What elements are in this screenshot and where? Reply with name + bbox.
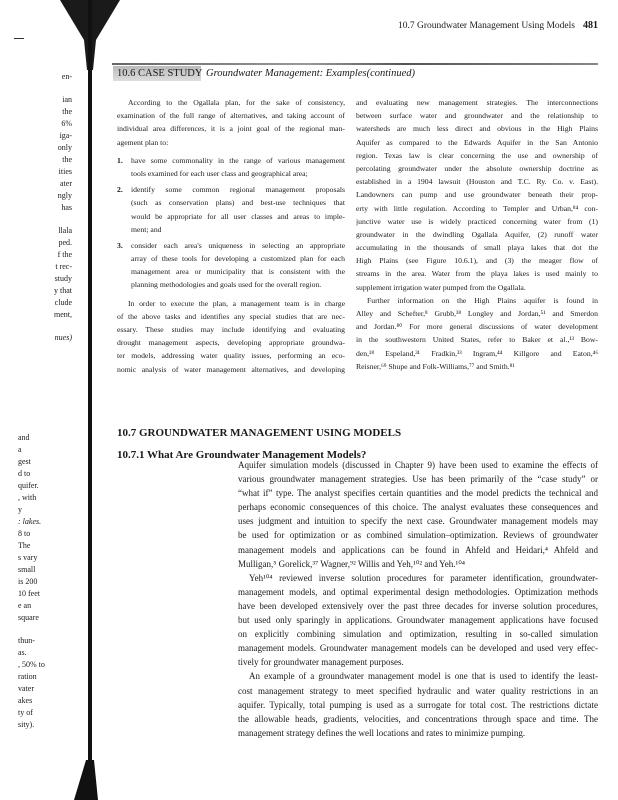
text-line: Aquifer as compared to the Edwards Aquifer in the San Antonio xyxy=(356,137,598,147)
text-line: In order to execute the plan, a management team is in charge xyxy=(128,298,345,308)
facing-page-fragment: y xyxy=(18,505,22,514)
facing-page-fragment: llala xyxy=(58,226,72,235)
list-item xyxy=(117,239,345,292)
text-line: watersheds are much less direct and obvious in the High Plains xyxy=(356,124,598,134)
text-line: Yeh¹⁰⁴ reviewed inverse solution procedures for parameter identification, groundwater- xyxy=(249,572,598,583)
intro-paragraph xyxy=(117,96,345,149)
text-line: be used for optimization or as combined simulation–optimization. Reviews of groundwater xyxy=(238,530,598,541)
text-line: aquifer. Typically, total pumping is used as a surrogate for total cost. The restrictions dictate xyxy=(238,699,598,710)
text-line: (such as conservation plans) and best-use techniques that xyxy=(131,198,345,208)
text-line: Further information on the High Plains aquifer is found in xyxy=(367,295,598,305)
facing-page-fragment: ater xyxy=(60,179,72,188)
facing-page-fragment: the xyxy=(62,107,72,116)
section-heading: 10.7 GROUNDWATER MANAGEMENT USING MODELS xyxy=(117,427,402,439)
main-text xyxy=(238,458,598,740)
facing-page-fragment: ities xyxy=(58,167,72,176)
facing-page-fragment: ped. xyxy=(58,238,72,247)
text-line: Reisner,⁶⁹ Shupe and Folk-Williams,⁷⁷ and Smith.⁸¹ xyxy=(356,361,515,371)
text-line: erty with little regulation. According to Templer and Urban,⁸⁴ con- xyxy=(356,203,598,213)
text-line: nomic analysis of water management alternatives, and developing xyxy=(117,364,345,374)
text-line: consider each area's uniqueness in selecting an appropriate xyxy=(131,240,345,250)
left-column xyxy=(117,96,345,376)
facing-page-fragment: The xyxy=(18,541,31,550)
text-line: individual area differences, it is a joint goal of the regional man- xyxy=(117,124,345,134)
facing-page-fragment: d to xyxy=(18,469,31,478)
text-line: cost management strategy to meet specified hydraulic and water quality restrictions in an xyxy=(238,685,598,696)
text-line: Alley and Schefter,⁸ Grubb,³⁸ Longley and Jordan,⁵¹ and Smerdon xyxy=(356,309,598,318)
running-header xyxy=(398,20,598,31)
text-line: Aquifer simulation models (discussed in Chapter 9) have been used to examine the effects of xyxy=(238,460,598,470)
text-line: ter models, addressing water quality issues, performing an eco- xyxy=(117,351,345,361)
facing-page-fragment: study xyxy=(54,274,72,283)
facing-page-fragment: nues) xyxy=(54,333,72,342)
facing-page-fragment: en- xyxy=(61,72,72,81)
facing-page-fragment: clude xyxy=(54,298,72,307)
facing-page-fragment: ration xyxy=(18,672,37,681)
text-line: den,¹⁸ Espeland,³¹ Fradkin,³³ Ingram,⁴⁴ Killgore and Eaton,⁴⁶ xyxy=(356,348,598,358)
facing-page-fragment: s vary xyxy=(18,553,38,562)
text-line: management area or municipality that is consistent with the xyxy=(131,267,345,277)
numbered-list xyxy=(117,154,345,292)
text-line: tively for groundwater management purposes. xyxy=(238,657,404,668)
list-number: 3. xyxy=(117,240,123,250)
text-line: various groundwater management strategies. Use has been primarily of the “case study” or xyxy=(238,474,598,485)
facing-page-fragment: ment, xyxy=(54,310,72,319)
team-paragraph xyxy=(117,297,345,376)
facing-page-fragment: , 50% to xyxy=(18,660,45,669)
text-line: junctive water use is widely practiced concerning water from (1) xyxy=(356,216,598,226)
text-line: groundwater in the dwindling Ogallala Aquifer, (2) runoff water xyxy=(356,229,598,239)
text-line: examination of the full range of alternatives, and taking account of xyxy=(117,111,345,121)
text-line: streams in the area. Water from the playa lakes is used mainly to xyxy=(356,269,598,279)
text-line: management models, and optimal experimental design methodologies. Optimization methods xyxy=(238,586,598,597)
text-line: percolating groundwater under the absolute ownership doctrine as xyxy=(356,163,598,173)
text-line: drought management aspects, developing appropriate groundwa- xyxy=(117,338,345,348)
facing-page-fragment: e an xyxy=(18,601,32,610)
text-line: essary. These studies may include identifying and evaluating xyxy=(117,325,345,334)
list-number: 1. xyxy=(117,155,123,165)
facing-page-fragment: 10 feet xyxy=(18,589,40,598)
facing-page-fragment: as. xyxy=(18,648,27,657)
book-binding-shadow xyxy=(0,0,130,800)
text-line: on explicitly combining simulation and optimization, resulting in so-called simulation xyxy=(238,629,598,640)
subsection-heading: 10.7.1 What Are Groundwater Management Models? xyxy=(117,449,367,461)
facing-page-fragment: square xyxy=(18,613,39,622)
facing-page-fragment: ngly xyxy=(57,191,72,200)
case-study-title: Groundwater Management: Examples(continued) xyxy=(206,68,415,79)
text-line: and Jordan.⁸⁰ For more general discussions of water development xyxy=(356,322,598,332)
text-line: in the southwestern United States, refer to Baker et al.,¹³ Bow- xyxy=(356,335,598,345)
text-line: the allowable heads, gradients, velocities, and concentrations through space and time. The xyxy=(238,713,598,724)
facing-page-fragment: y that xyxy=(54,286,72,295)
facing-page-fragment: only xyxy=(57,143,72,152)
text-line: accumulating in the thousands of small playa lakes that dot the xyxy=(356,243,598,253)
facing-page-fragment: t rec- xyxy=(55,262,72,271)
text-line: but used only sparingly in applications. Groundwater management applications have focused xyxy=(238,615,598,626)
text-line: identify some common regional management proposals xyxy=(131,185,345,195)
facing-page-fragment: the xyxy=(62,155,72,164)
list-item xyxy=(117,183,345,236)
text-line: “what if” type. The analyst specifies certain quantities and the model predicts the technical and xyxy=(238,488,598,499)
text-line: management strategy defines the well locations and rates to minimize pumping. xyxy=(238,727,526,738)
case-study-label: 10.6 CASE STUDY xyxy=(117,68,203,79)
facing-page-fragment: quifer. xyxy=(18,481,39,490)
text-line: supplement irrigation water pumped from the Ogallala. xyxy=(356,282,526,292)
right-column xyxy=(356,96,598,373)
text-line: Mulligan,⁵ Gorelick,³⁷ Wagner,⁹² Willis and Yeh,¹⁰² and Yeh.¹⁰⁴ xyxy=(238,558,465,569)
text-line: array of these tools for developing a customized plan for each xyxy=(131,254,345,264)
text-line: agement plan to: xyxy=(117,137,169,147)
facing-page-fragment: iga- xyxy=(59,131,72,140)
text-line: tools examined for each user class and geographical area; xyxy=(131,168,308,178)
facing-page-fragment: and xyxy=(18,433,30,442)
facing-page-fragment: ian xyxy=(62,95,72,104)
text-line: Landowners can pump and use groundwater beneath their prop- xyxy=(356,190,598,200)
facing-page-fragment: sity). xyxy=(18,720,35,729)
facing-page-fragment: 8 to xyxy=(18,529,31,538)
list-number: 2. xyxy=(117,185,123,195)
text-line: and evaluating new management strategies. The interconnections xyxy=(356,98,598,107)
text-line: have been developed extensively over the past three decades for inverse solution procedures, xyxy=(238,600,598,611)
facing-page-fragment: is 200 xyxy=(18,577,38,586)
text-line: of the above tasks and identifies any special studies that are nec- xyxy=(117,311,345,321)
facing-page-fragment: f the xyxy=(57,250,72,259)
facing-page-fragment: thun- xyxy=(18,636,35,645)
text-line: between surface water and groundwater and the relationship to xyxy=(356,111,598,121)
facing-page-fragment: gest xyxy=(18,457,31,466)
list-item xyxy=(117,154,345,180)
facing-page-fragment: a xyxy=(18,445,22,454)
facing-page-fragment: : lakes. xyxy=(18,517,42,526)
facing-page-fragment: has xyxy=(61,203,72,212)
text-line: would be appropriate for all user classes and areas to imple- xyxy=(131,211,345,221)
facing-page-fragment: ty of xyxy=(18,708,33,717)
text-line: An example of a groundwater management model is one that is used to identify the least- xyxy=(249,671,598,682)
facing-page-fragment: , with xyxy=(18,493,37,502)
text-line: have some commonality in the range of various management xyxy=(131,155,345,165)
text-line: planning methodologies and goals used for the overall region. xyxy=(131,280,322,290)
facing-page-fragment: akes xyxy=(18,696,33,705)
text-line: management models and applications can be found in Ahfeld and Heidari,⁴ Ahfeld and xyxy=(238,544,598,555)
running-title: 10.7 Groundwater Management Using Models xyxy=(397,21,575,31)
case-study-rule xyxy=(112,63,598,65)
facing-page-fragment: small xyxy=(18,565,36,574)
facing-page-fragment: vater xyxy=(18,684,34,693)
text-line: High Plains (see Figure 10.6.1), and (3) the meager flow of xyxy=(356,256,598,266)
text-line: established in a 1904 lawsuit (Houston and T.C. Ry. Co. v. East). xyxy=(356,177,598,187)
text-line: According to the Ogallala plan, for the sake of consistency, xyxy=(128,98,345,107)
text-line: uses judgment and intuition to specify the next case. Groundwater management models may xyxy=(238,516,598,527)
text-line: ment; and xyxy=(131,224,162,234)
text-line: perhaps economic consequences of this choice. The analyst evaluates these consequences and xyxy=(238,502,598,513)
text-line: region. Texas law is clear concerning the use and ownership of xyxy=(356,150,598,160)
page-number: 481 xyxy=(583,20,598,31)
facing-page-fragment: 6% xyxy=(61,119,72,128)
text-line: management models. Groundwater management models can be developed and used very effec- xyxy=(238,643,598,654)
